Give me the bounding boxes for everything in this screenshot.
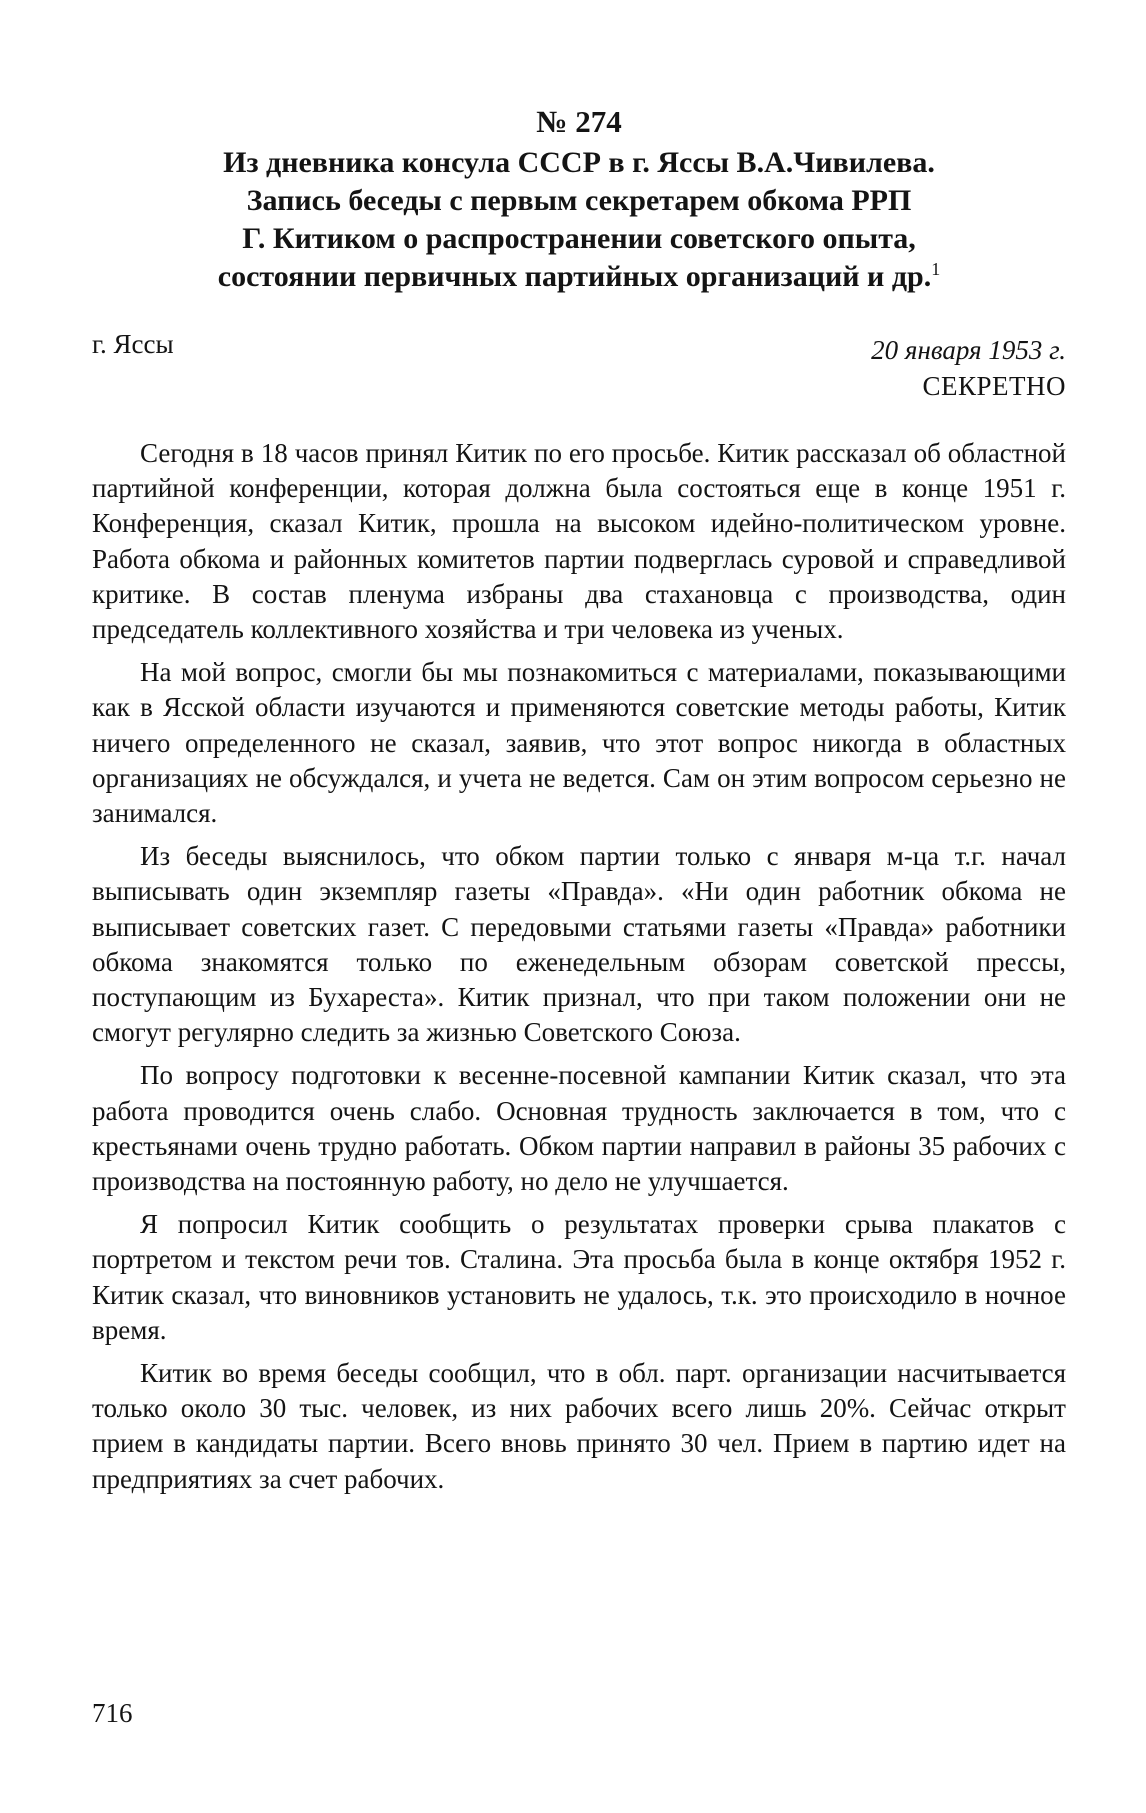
paragraph: По вопросу подготовки к весенне-посевной кампании Китик сказал, что эта работа проводится очень слабо. Основная трудность заключается в том, что с крестьянами очень трудно работать. Обком партии направил в районы 35 рабочих с производства на постоянную работу, но дело не улучшается.: [92, 1060, 1066, 1197]
document-meta: [92, 326, 1066, 422]
title-line: Из дневника консула СССР в г. Яссы В.А.Чивилева.: [223, 146, 935, 179]
paragraph: Сегодня в 18 часов принял Китик по его просьбе. Китик рассказал об областной партийной конференции, которая должна была состояться еще в конце 1951 г. Конференция, сказал Китик, прошла на высоком идейно-политическом уровне. Работа обкома и районных комитетов партии подверглась суровой и справедливой критике. В состав пленума избраны два стахановца с производства, один председатель коллективного хозяйства и три человека из ученых.: [92, 438, 1066, 645]
paragraph: Я попросил Китик сообщить о результатах проверки срыва плакатов с портретом и текстом речи тов. Сталина. Эта просьба была в конце октября 1952 г. Китик сказал, что виновников установить не удалось, т.к. это происходило в ночное время.: [92, 1209, 1066, 1345]
footnote-mark: 1: [931, 259, 941, 279]
document-page: [92, 104, 1066, 1505]
paragraph: На мой вопрос, смогли бы мы познакомиться с материалами, показывающими как в Ясской области изучаются и применяются советские методы работы, Китик ничего определенного не сказал, заявив, что этот вопрос никогда в областных организациях не обсуждался, и учета не ведется. Сам он этим вопросом серьезно не занимался.: [92, 657, 1066, 829]
document-date: 20 января 1953 г.: [871, 335, 1066, 365]
paragraph: Китик во время беседы сообщил, что в обл. парт. организации насчитывается только около 30 тыс. человек, из них рабочих всего лишь 20%. Сейчас открыт прием в кандидаты партии. Всего вновь принято 30 чел. Прием в партию идет на предприятиях за счет рабочих.: [92, 1358, 1066, 1494]
title-line: Г. Китиком о распространении советского опыта,: [242, 222, 916, 255]
document-body: [92, 436, 1066, 1497]
paragraph: Из беседы выяснилось, что обком партии только с января м-ца т.г. начал выписывать один экземпляр газеты «Правда». «Ни один работник обкома не выписывает советских газет. С передовыми статьями газеты «Правда» работники обкома знакомятся только по еженедельным обзорам советской прессы, поступающим из Бухареста». Китик признал, что при таком положении они не смогут регулярно следить за жизнью Советского Союза.: [92, 841, 1066, 1048]
document-number: № 274: [536, 104, 622, 139]
title-line: [92, 258, 1066, 296]
title-line: Запись беседы с первым секретарем обкома РРП: [246, 184, 912, 217]
page-number: 716: [92, 1698, 133, 1728]
document-place: г. Яссы: [92, 329, 174, 359]
document-title: [92, 144, 1066, 296]
classification-stamp: СЕКРЕТНО: [922, 371, 1066, 401]
title-line-text: состоянии первичных партийных организаций и др.: [217, 260, 932, 293]
